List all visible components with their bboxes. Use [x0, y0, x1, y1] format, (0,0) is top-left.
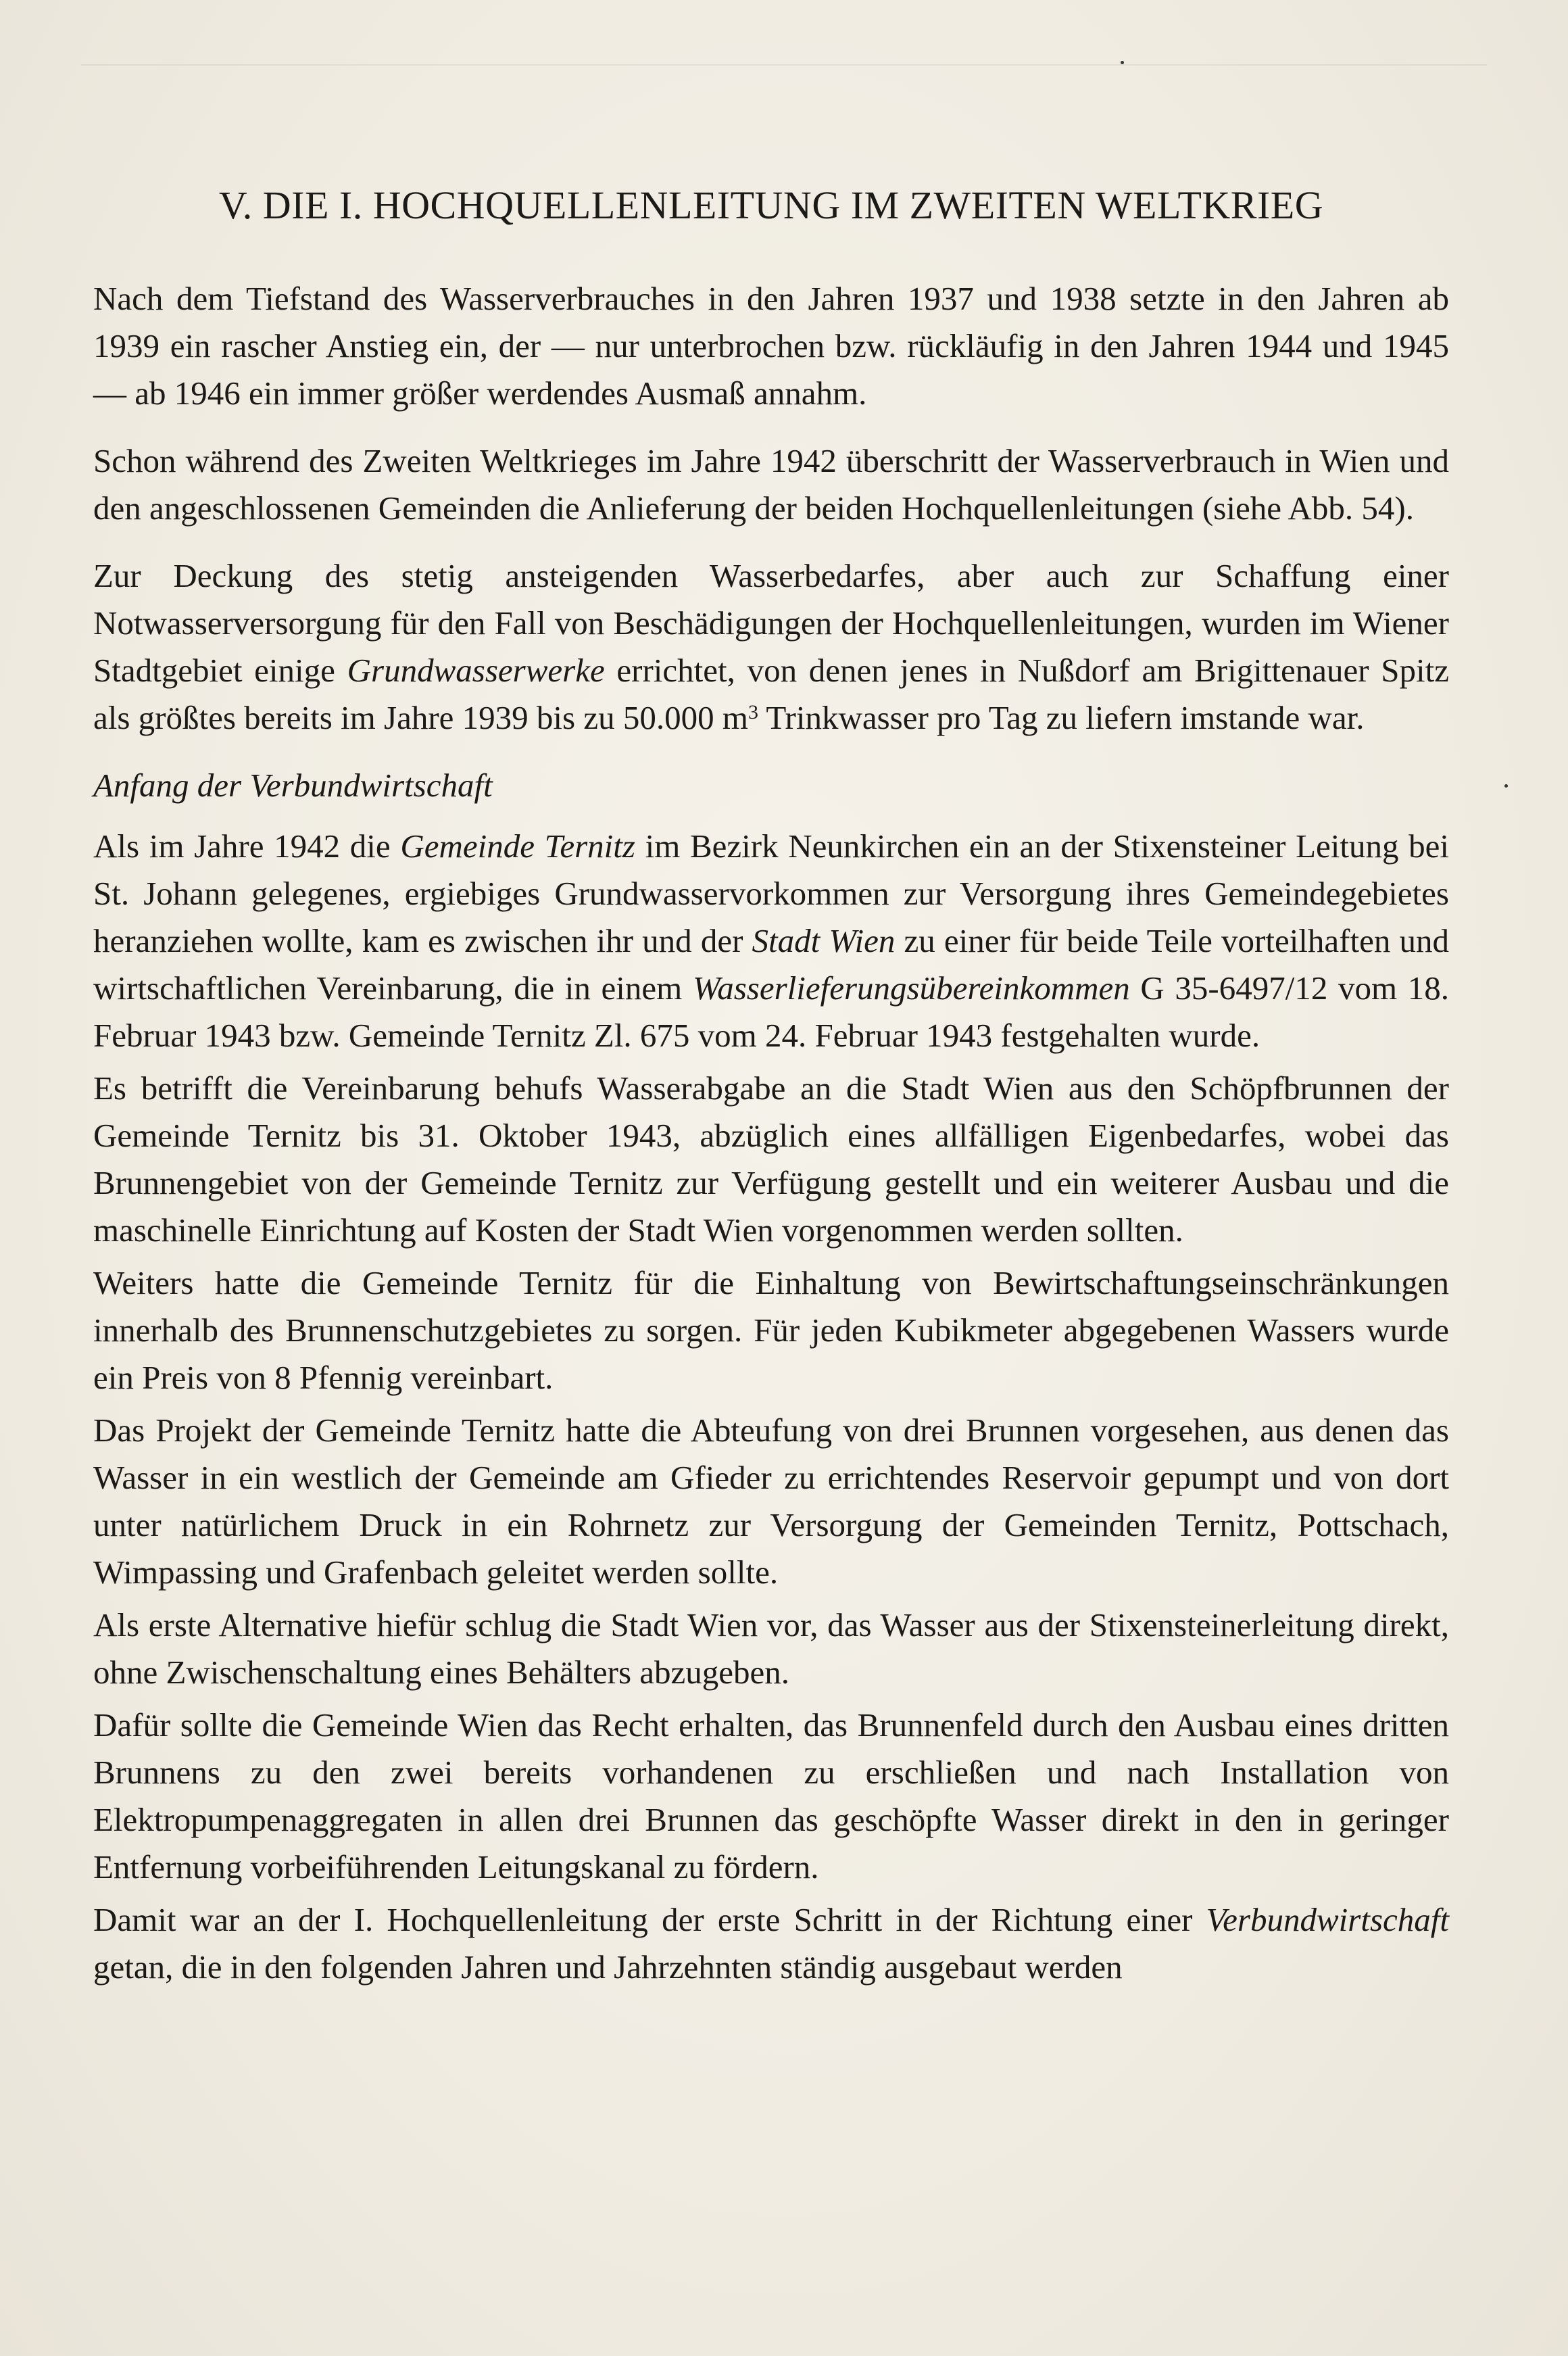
header-rule [81, 37, 1487, 66]
paragraph-9: Dafür sollte die Gemeinde Wien das Recht erhalten, das Brunnenfeld durch den Ausbau eines dritten Brunnens zu den zwei bereits vorhandenen zu erschließen und nach Installation von Elektropumpenaggregaten in allen drei Brunnen das geschöpfte Wasser direkt in den in geringer Entfernung vorbeiführenden Leitungskanal zu fördern. [93, 1706, 1449, 1885]
term-wasserlieferungsuebereinkommen: Wasserlieferungsübereinkommen [692, 969, 1130, 1007]
section-subheading: Anfang der Verbundwirtschaft [93, 767, 493, 804]
paragraph-7: Das Projekt der Gemeinde Ternitz hatte die Abteufung von drei Brunnen vorgesehen, aus denen das Wasser in ein westlich der Gemeinde am Gfieder zu errichtendes Reservoir gepumpt und von dort unter natürlichem Druck in ein Rohrnetz zur Versorgung der Gemeinden Ternitz, Pottschach, Wimpassing und Grafenbach geleitet werden sollte. [93, 1412, 1449, 1591]
paragraph-10: Damit war an der I. Hochquellenleitung der erste Schritt in der Richtung einer Verbundwirtschaft getan, die in den folgenden Jahren und Jahrzehnten ständig ausgebaut werden [93, 1901, 1449, 1986]
term-grundwasserwerke: Grundwasserwerke [347, 652, 605, 689]
term-gemeinde-ternitz: Gemeinde Ternitz [400, 827, 635, 865]
paragraph-4: Als im Jahre 1942 die Gemeinde Ternitz im Bezirk Neunkirchen ein an der Stixensteiner Leitung bei St. Johann gelegenes, ergiebiges Grundwasservorkommen zur Versorgung ihres Gemeindegebietes heranziehen wollte, kam es zwischen ihr und der Stadt Wien zu einer für beide Teile vorteilhaften und wirtschaftlichen Vereinbarung, die in einem Wasserlieferungsübereinkommen G 35-6497/12 vom 18. Februar 1943 bzw. Gemeinde Ternitz Zl. 675 vom 24. Februar 1943 festgehalten wurde. [93, 827, 1450, 1054]
paragraph-8: Als erste Alternative hiefür schlug die Stadt Wien vor, das Wasser aus der Stixensteinerleitung direkt, ohne Zwischenschaltung eines Behälters abzugeben. [93, 1606, 1449, 1691]
term-verbundwirtschaft: Verbundwirtschaft [1206, 1901, 1449, 1938]
speck [1504, 784, 1508, 788]
text-column [93, 183, 1449, 1991]
paragraph-3: Zur Deckung des stetig ansteigenden Wasserbedarfes, aber auch zur Schaffung einer Notwasserversorgung für den Fall von Beschädigungen der Hochquellenleitungen, wurden im Wiener Stadtgebiet einige Grundwasserwerke errichtet, von denen jenes in Nußdorf am Brigittenauer Spitz als größtes bereits im Jahre 1939 bis zu 50.000 $m^3$ Trinkwasser pro Tag zu liefern imstande war. [93, 557, 1449, 736]
speck [1121, 61, 1124, 64]
chapter-heading: V. DIE I. HOCHQUELLENLEITUNG IM ZWEITEN WELTKRIEG [218, 183, 1324, 227]
paragraph-1: Nach dem Tiefstand des Wasserverbrauches in den Jahren 1937 und 1938 setzte in den Jahren ab 1939 ein rascher Anstieg ein, der — nur unterbrochen bzw. rückläufig in den Jahren 1944 und 1945 — ab 1946 ein immer größer werdendes Ausmaß annahm. [93, 280, 1449, 412]
paragraph-6: Weiters hatte die Gemeinde Ternitz für die Einhaltung von Bewirtschaftungseinschränkungen innerhalb des Brunnenschutzgebietes zu sorgen. Für jeden Kubikmeter abgegebenen Wassers wurde ein Preis von 8 Pfennig vereinbart. [93, 1264, 1449, 1396]
paragraph-2: Schon während des Zweiten Weltkrieges im Jahre 1942 überschritt der Wasserverbrauch in Wien und den angeschlossenen Gemeinden die Anlieferung der beiden Hochquellenleitungen (siehe Abb. 54). [93, 442, 1449, 527]
paragraph-5: Es betrifft die Vereinbarung behufs Wasserabgabe an die Stadt Wien aus den Schöpfbrunnen der Gemeinde Ternitz bis 31. Oktober 1943, abzüglich eines allfälligen Eigenbedarfes, wobei das Brunnengebiet von der Gemeinde Ternitz zur Verfügung gestellt und ein weiterer Ausbau und die maschinelle Einrichtung auf Kosten der Stadt Wien vorgenommen werden sollten. [93, 1069, 1449, 1249]
term-stadt-wien: Stadt Wien [752, 922, 896, 959]
